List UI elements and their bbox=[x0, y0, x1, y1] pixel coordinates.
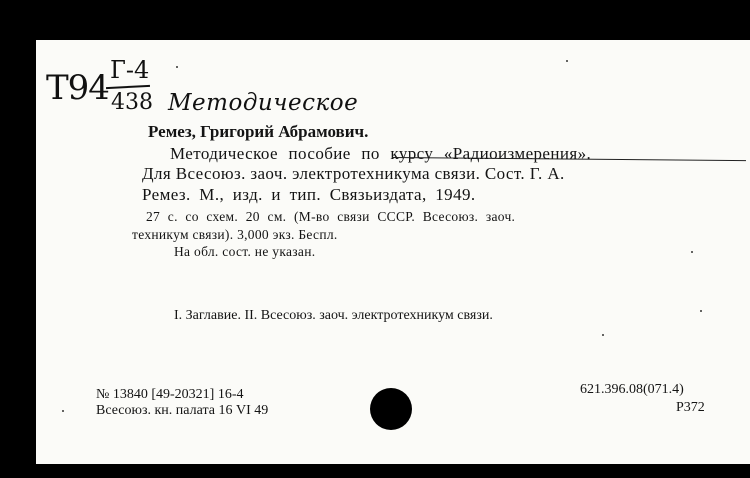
title-line-2: Для Всесоюз. заоч. электротехникума связи. Сост. Г. А. bbox=[142, 164, 565, 183]
call-number-top: Г-4 bbox=[110, 56, 150, 84]
catalog-card bbox=[36, 40, 750, 464]
accession-line-2: Всесоюз. кн. палата 16 VI 49 bbox=[96, 403, 269, 418]
speck bbox=[691, 251, 693, 253]
speck bbox=[62, 410, 64, 412]
call-number-bottom: 438 bbox=[111, 90, 153, 115]
title-line-3: Ремез. М., изд. и тип. Связьиздата, 1949. bbox=[142, 185, 476, 204]
accession-line-1: № 13840 [49-20321] 16-4 bbox=[96, 387, 244, 402]
cutter-number: Р372 bbox=[676, 400, 705, 415]
author-heading: Ремез, Григорий Абрамович. bbox=[148, 122, 369, 141]
punch-hole bbox=[370, 388, 412, 430]
title-line-1: Методическое пособие по курсу «Радиоизмерения». bbox=[170, 144, 592, 163]
notes-line-3: На обл. сост. не указан. bbox=[174, 244, 316, 259]
tracing-line: I. Заглавие. II. Всесоюз. заоч. электротехникум связи. bbox=[174, 308, 493, 323]
handwritten-title: Методическое bbox=[168, 90, 359, 116]
notes-line-1: 27 с. со схем. 20 см. (М-во связи СССР. Всесоюз. заоч. bbox=[146, 209, 516, 224]
classification-number: 621.396.08(071.4) bbox=[580, 382, 684, 397]
speck bbox=[176, 66, 178, 68]
call-number-main: Т94 bbox=[46, 68, 109, 108]
speck bbox=[700, 310, 702, 312]
speck bbox=[566, 60, 568, 62]
call-number-fraction-line bbox=[106, 85, 150, 89]
notes-line-2: техникум связи). 3,000 экз. Беспл. bbox=[132, 227, 338, 242]
speck bbox=[602, 334, 604, 336]
